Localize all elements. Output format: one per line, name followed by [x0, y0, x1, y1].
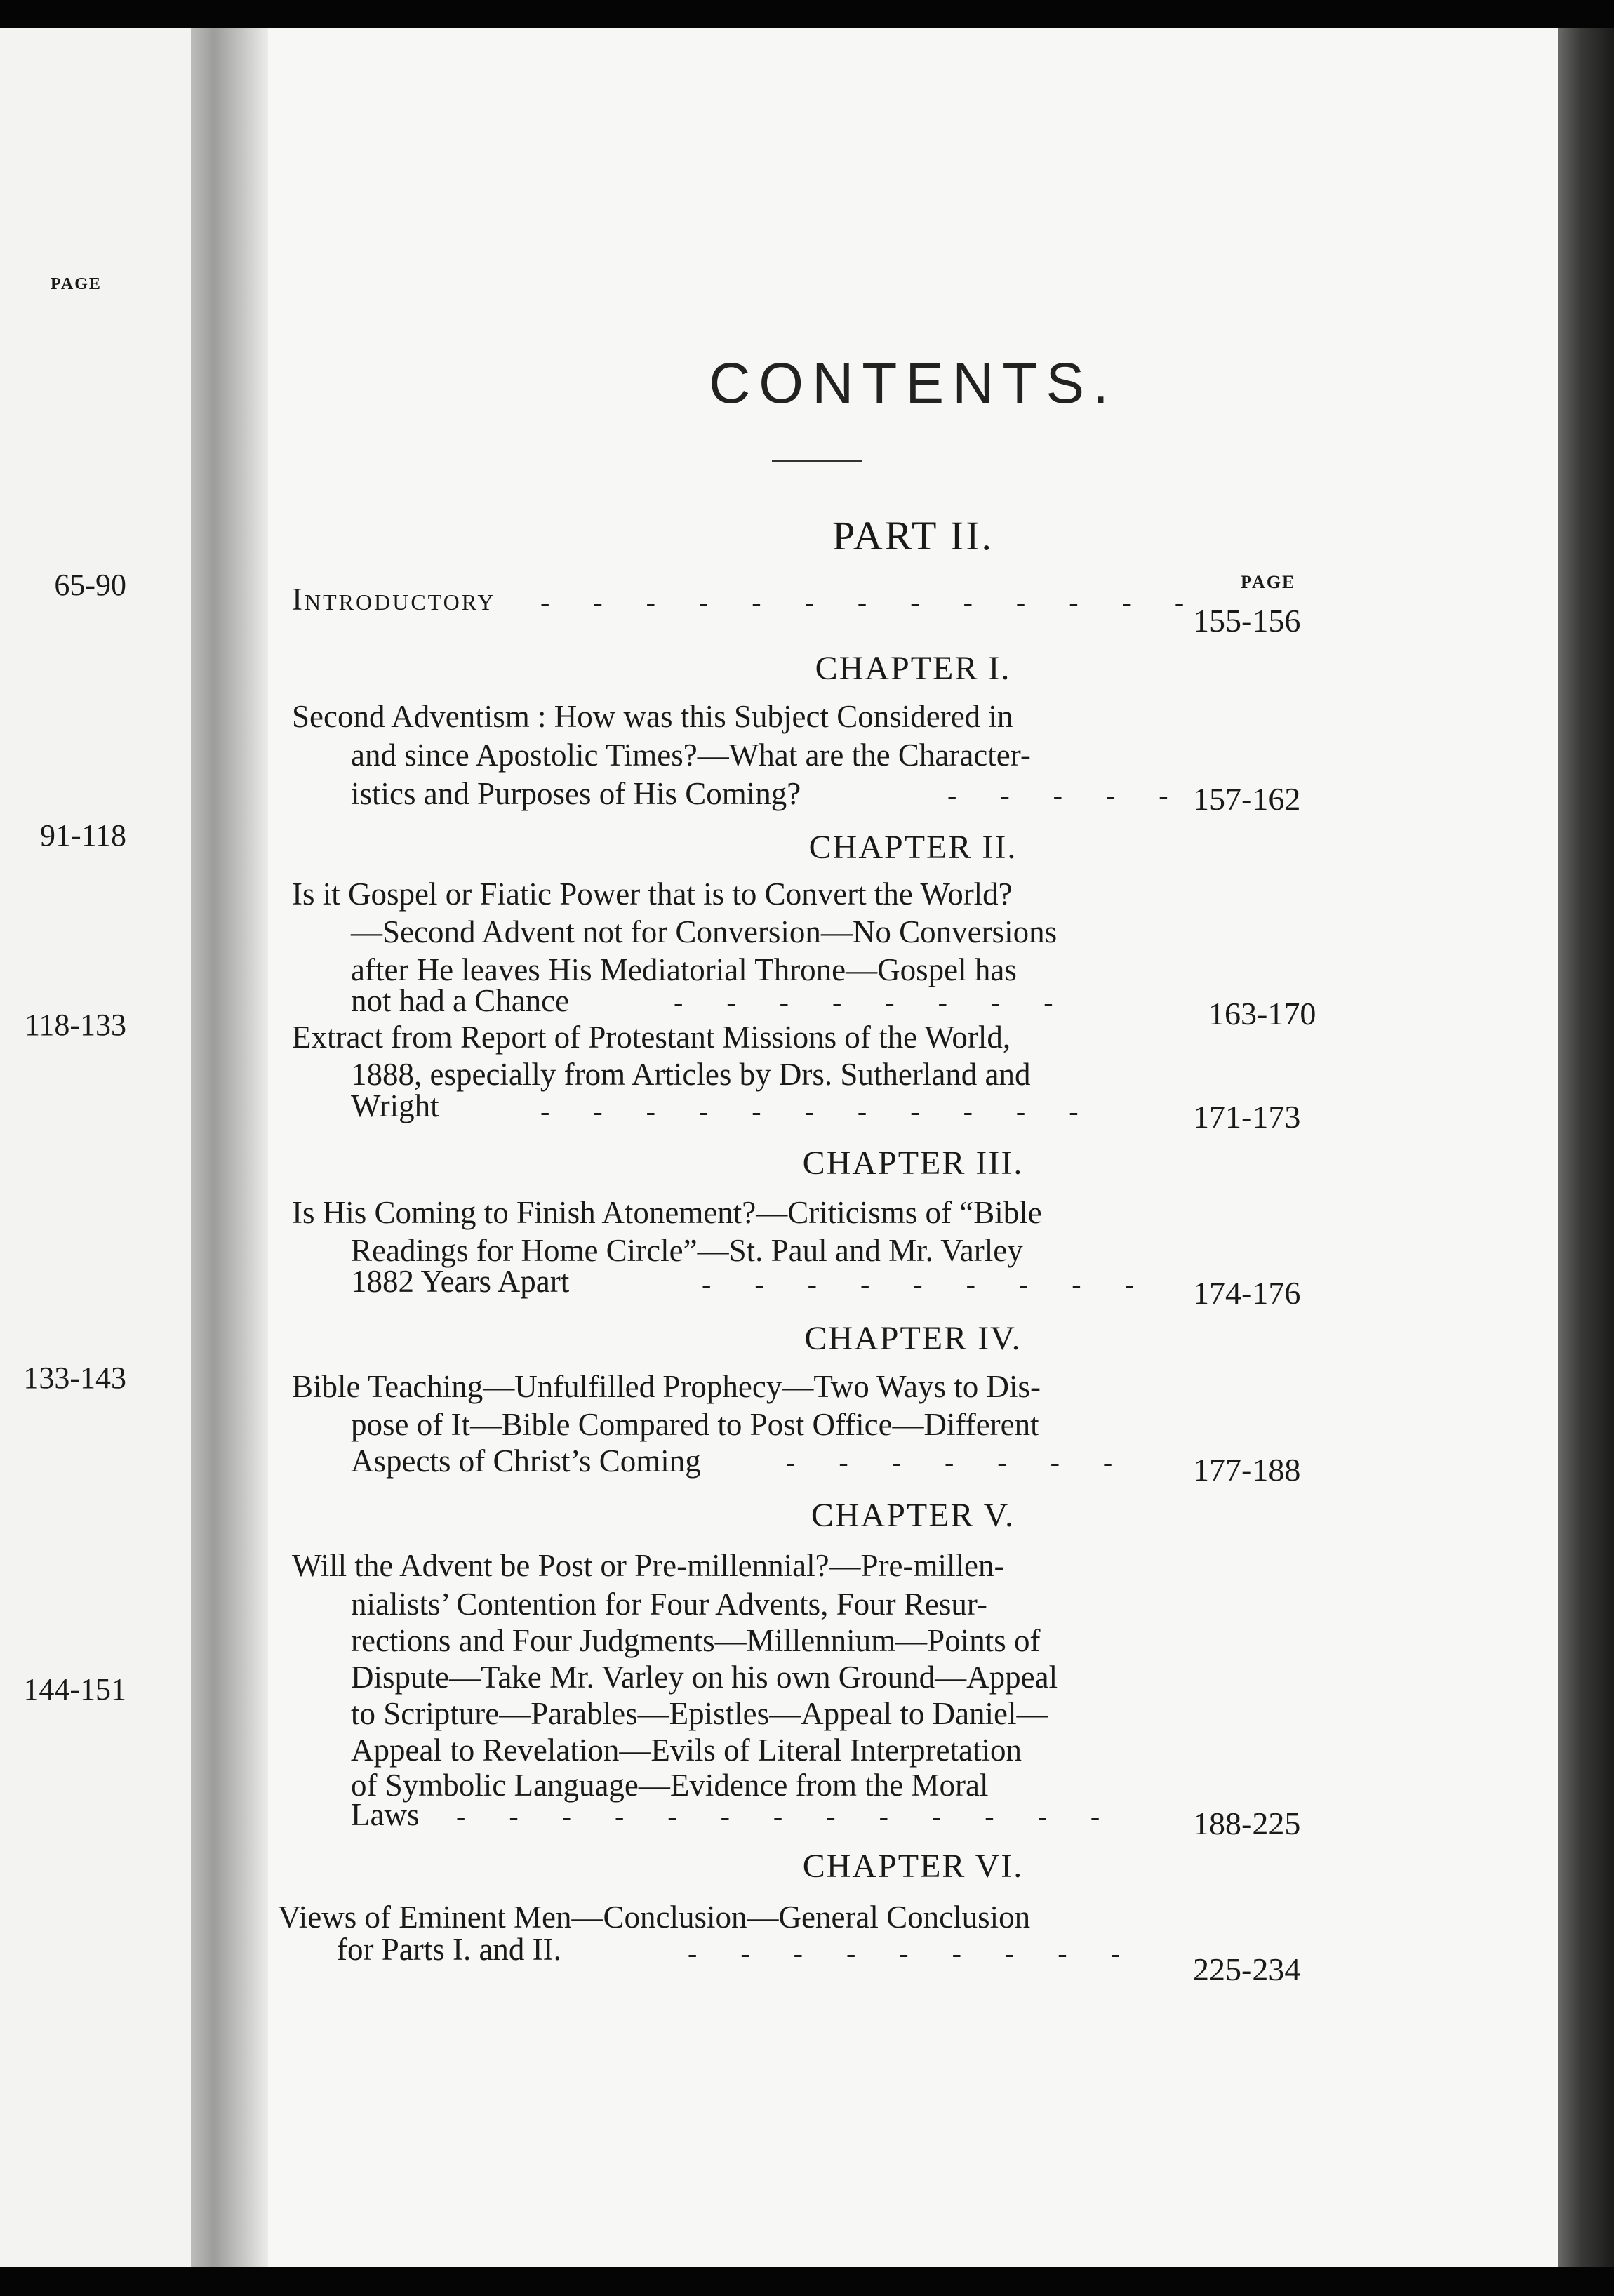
entry-line: 1882 Years Apart — [351, 1264, 570, 1299]
entry-line: 1888, especially from Articles by Drs. Sutherland and — [351, 1057, 1031, 1092]
page-column-header: PAGE — [1241, 572, 1296, 592]
entry-line: Extract from Report of Protestant Missions of the World, — [292, 1020, 1011, 1055]
left-page-range: 91-118 — [39, 818, 126, 853]
entry-line: not had a Chance — [351, 983, 570, 1018]
entry-line: nialists’ Contention for Four Advents, Four Resur- — [351, 1587, 987, 1622]
entry-line: Second Adventism : How was this Subject Considered in — [292, 699, 1013, 734]
left-page-label: PAGE — [51, 275, 102, 293]
part-heading: PART II. — [832, 513, 994, 559]
chapter-heading: CHAPTER IV. — [804, 1320, 1022, 1357]
entry-line: Aspects of Christ’s Coming — [351, 1443, 701, 1479]
dot-leaders: - - - - - - - - - — [702, 1268, 1152, 1300]
book-edge — [1558, 28, 1614, 2267]
entry-line: Views of Eminent Men—Conclusion—General Conclusion — [278, 1900, 1031, 1935]
dot-leaders: - - - - - - - - - - - - - — [540, 587, 1203, 618]
chapter-heading: CHAPTER III. — [802, 1144, 1024, 1182]
dot-leaders: - - - - - - - - - — [688, 1937, 1138, 1969]
title-rule — [772, 460, 862, 462]
entry-line: Will the Advent be Post or Pre-millennial?—Pre-millen- — [292, 1548, 1005, 1583]
dot-leaders: - - - - - - - - - - - - - — [456, 1801, 1119, 1832]
entry-line: Readings for Home Circle”—St. Paul and Mr. Varley — [351, 1233, 1023, 1268]
introductory-entry: Introductory — [292, 582, 496, 617]
page-title: CONTENTS. — [709, 352, 1117, 415]
entry-line: Wright — [351, 1088, 439, 1123]
page-range: 174-176 — [1193, 1275, 1301, 1311]
left-page-range: 65-90 — [54, 568, 126, 602]
entry-line: Dispute—Take Mr. Varley on his own Ground—Appeal — [351, 1660, 1058, 1695]
dot-leaders: - - - - - - - — [786, 1446, 1131, 1478]
chapter-heading: CHAPTER II. — [808, 829, 1018, 866]
entry-line: to Scripture—Parables—Epistles—Appeal to Daniel— — [351, 1696, 1048, 1731]
entry-line: Is it Gospel or Fiatic Power that is to Convert the World? — [292, 876, 1013, 912]
chapter-heading: CHAPTER V. — [811, 1497, 1015, 1534]
entry-line: Appeal to Revelation—Evils of Literal Interpretation — [351, 1733, 1022, 1768]
dot-leaders: - - - - - — [947, 780, 1187, 811]
binding-gutter — [191, 28, 268, 2267]
dot-leaders: - - - - - - - - - - - — [540, 1095, 1097, 1127]
page-range: 188-225 — [1193, 1806, 1301, 1841]
page-range: 163-170 — [1208, 996, 1316, 1032]
chapter-heading: CHAPTER I. — [815, 650, 1011, 687]
entry-line: and since Apostolic Times?—What are the Character- — [351, 737, 1031, 773]
page-range: 157-162 — [1193, 781, 1301, 817]
entry-line: pose of It—Bible Compared to Post Office—Different — [351, 1407, 1039, 1442]
entry-line: —Second Advent not for Conversion—No Conversions — [351, 914, 1058, 949]
entry-line: Is His Coming to Finish Atonement?—Criticisms of “Bible — [292, 1195, 1042, 1230]
entry-line: istics and Purposes of His Coming? — [351, 776, 801, 811]
left-page-range: 144-151 — [23, 1672, 126, 1707]
page-range: 177-188 — [1193, 1452, 1301, 1488]
entry-line: for Parts I. and II. — [337, 1932, 561, 1967]
entry-line: Bible Teaching—Unfulfilled Prophecy—Two Ways to Dis- — [292, 1369, 1041, 1404]
entry-line: after He leaves His Mediatorial Throne—Gospel has — [351, 952, 1017, 987]
chapter-heading: CHAPTER VI. — [802, 1848, 1024, 1885]
page-range: 225-234 — [1193, 1951, 1301, 1987]
previous-page-strip — [0, 28, 191, 2267]
left-page-range: 133-143 — [23, 1361, 126, 1395]
left-page-range: 118-133 — [24, 1008, 126, 1042]
page-range: 171-173 — [1193, 1099, 1301, 1135]
dot-leaders: - - - - - - - - — [674, 987, 1072, 1018]
page-range: 155-156 — [1193, 603, 1301, 639]
entry-line: of Symbolic Language—Evidence from the Moral — [351, 1768, 989, 1803]
entry-line: Laws — [351, 1797, 420, 1832]
entry-line: rections and Four Judgments—Millennium—Points of — [351, 1623, 1041, 1658]
